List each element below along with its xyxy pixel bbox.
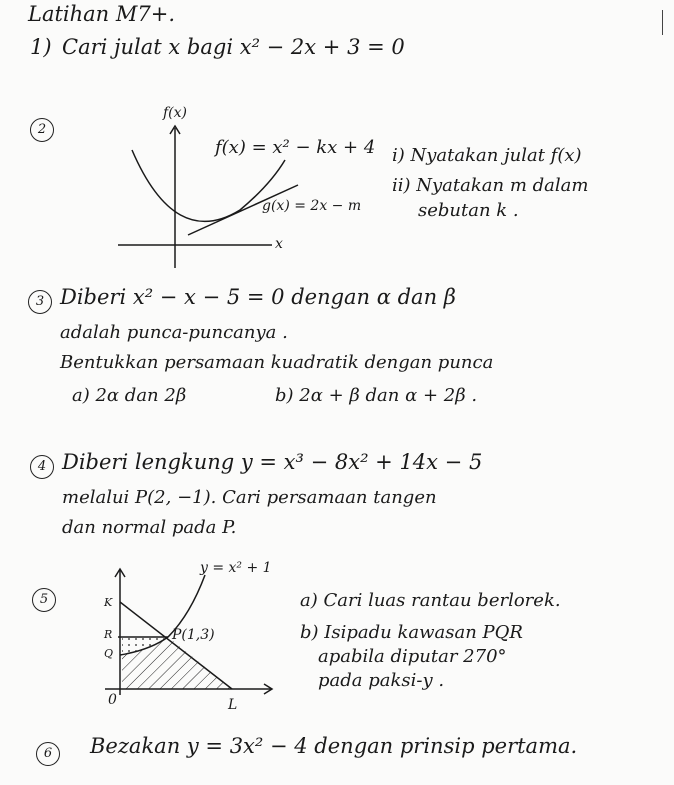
q3-part-a: a) 2α dan 2β <box>72 385 187 406</box>
q5-label-K: K <box>104 596 113 609</box>
q5-part-b-line3: pada paksi-y . <box>318 670 445 691</box>
q4-line-2: melalui P(2, −1). Cari persamaan tangen <box>62 487 437 508</box>
q3-line-2: adalah punca-puncanya . <box>60 322 288 343</box>
q5-label-O: 0 <box>108 692 117 708</box>
q5-number: 5 <box>32 588 56 612</box>
q3-part-b: b) 2α + β dan α + 2β . <box>275 385 478 406</box>
q1-number: 1) <box>30 35 52 59</box>
q3-number: 3 <box>28 290 52 314</box>
q2-part-i: i) Nyatakan julat f(x) <box>392 145 582 166</box>
q1-text: Cari julat x bagi x² − 2x + 3 = 0 <box>62 35 405 59</box>
q2-line-label: g(x) = 2x − m <box>262 198 362 214</box>
q5-label-R: R <box>104 628 113 641</box>
q6-text: Bezakan y = 3x² − 4 dengan prinsip pertama. <box>90 734 578 758</box>
q5-label-Q: Q <box>104 647 114 660</box>
q4-line-3: dan normal pada P. <box>62 517 237 538</box>
q4-number: 4 <box>30 455 54 479</box>
q2-curve-label: f(x) = x² − kx + 4 <box>215 137 376 158</box>
q5-part-a: a) Cari luas rantau berlorek. <box>300 590 561 611</box>
q5-part-b: b) Isipadu kawasan PQR <box>300 622 523 643</box>
q6-number: 6 <box>36 742 60 766</box>
q3-line-3: Bentukkan persamaan kuadratik dengan punca <box>60 352 494 373</box>
q4-line-1: Diberi lengkung y = x³ − 8x² + 14x − 5 <box>62 450 483 474</box>
q5-label-L: L <box>228 697 238 713</box>
q2-y-label: f(x) <box>163 105 188 121</box>
q5-part-b-line2: apabila diputar 270° <box>318 646 507 667</box>
q2-number: 2 <box>30 118 54 142</box>
q5-curve-label: y = x² + 1 <box>200 560 272 576</box>
q2-part-ii: ii) Nyatakan m dalam <box>392 175 589 196</box>
q5-label-P: P(1,3) <box>172 627 215 643</box>
q2-part-ii-cont: sebutan k . <box>418 200 519 221</box>
q2-x-label: x <box>275 236 283 252</box>
q3-line-1: Diberi x² − x − 5 = 0 dengan α dan β <box>60 285 456 309</box>
page-title: Latihan M7+. <box>28 2 175 26</box>
